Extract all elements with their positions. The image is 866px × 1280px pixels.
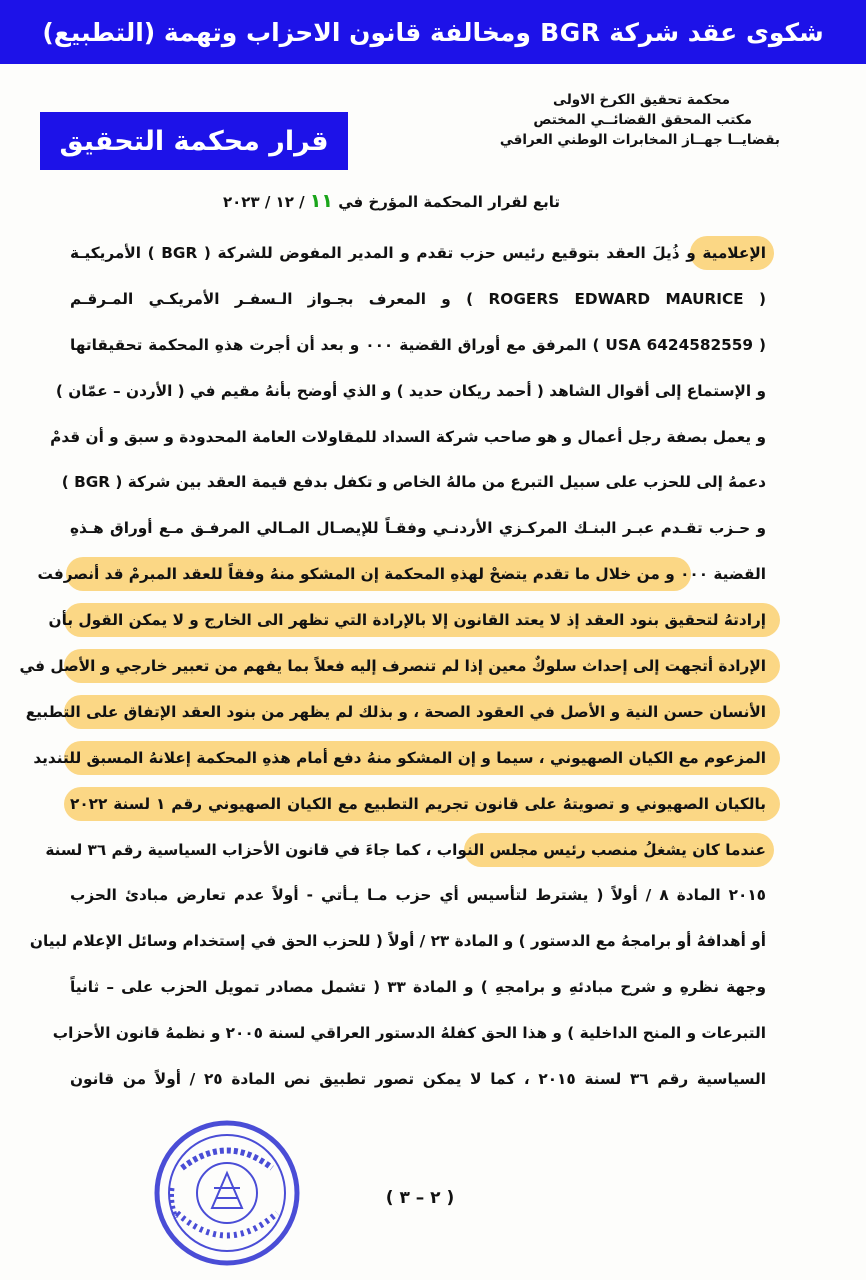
court-name: محكمة تحقيق الكرخ الاولى <box>553 92 730 108</box>
page-banner: شكوى عقد شركة BGR ومخالفة قانون الاحزاب وتهمة (التطبيع) <box>0 0 866 64</box>
body-line: المزعوم مع الكيان الصهيوني ، سيما و إن المشكو منهُ دفع أمام هذهِ المحكمة إعلانهُ المسبق للتنديد <box>70 735 766 781</box>
body-line: ٢٠١٥ المادة ٨ / أولاً ( يشترط لتأسيس أي حزب مـا يـأتي - أولاً عدم تعارض مبادئ الحزب <box>70 886 766 905</box>
body-line: دعمهُ إلى للحزب على سبيل التبرع من مالهُ الخاص و تكفل بدفع قيمة العقد بين شركة ( BGR ) <box>61 473 766 492</box>
date-day: ١١ <box>309 190 333 212</box>
body-line: الإرادة أتجهت إلى إحداث سلوكٌ معين إذا لم تنصرف إليه فعلاً بما يفهم من تعبير خارجي و الأصل في <box>70 643 766 689</box>
body-line: القضية ٠٠٠ و من خلال ما تقدم يتضحْ لهذهِ المحكمة إن المشكو منهُ وفقاً للعقد المبرمْ قد أنصرفت <box>70 551 766 597</box>
body-line: السياسية رقم ٣٦ لسنة ٢٠١٥ ، كما لا يمكن تصور تطبيق نص المادة ٢٥ / أولاً من قانون <box>70 1069 767 1088</box>
date-prefix: تابع لقرار المحكمة المؤرخ في <box>338 193 560 211</box>
body-line: و الإستماع إلى أقوال الشاهد ( أحمد ريكان حديد ) و الذي أوضح بأنهُ مقيم في ( الأردن – عمّان ) <box>55 381 766 400</box>
body-line: الأنسان حسن النية و الأصل في العقود الصحة ، و بذلك لم يظهر من بنود العقد الإتفاق على التطبيع <box>70 689 766 735</box>
body-line: عندما كان يشغلُ منصب رئيس مجلس النواب ، كما جاءَ في قانون الأحزاب السياسية رقم ٣٦ لسنة <box>70 827 766 873</box>
date-line <box>200 190 560 212</box>
body-line: و يعمل بصفة رجل أعمال و هو صاحب شركة السداد للمقاولات العامة المحدودة و سبق و أن قدمْ <box>50 427 766 446</box>
body-line: أو أهدافهُ أو برامجهُ مع الدستور ) و المادة ٢٣ / أولاً ( للحزب الحق في إستخدام وسائل الإعلام لبيان <box>29 932 766 951</box>
date-rest: / ١٢ / ٢٠٢٣ <box>222 193 305 211</box>
decision-body <box>19 230 767 1102</box>
body-line: وجهة نظرهِ و شرح مبادئهِ و برامجهِ ) و المادة ٣٣ ( تشمل مصادر تمويل الحزب على – ثانياً <box>70 978 766 997</box>
office-name: مكتب المحقق القضائــي المختص <box>533 112 752 128</box>
body-line: الإعلامية و ذُيلَ العقد بتوقيع رئيس حزب تقدم و المدير المفوض للشركة ( BGR ) الأمريكيـة <box>70 230 766 276</box>
court-header <box>440 90 780 150</box>
court-seal-stamp-icon <box>152 1118 302 1268</box>
body-line: بالكيان الصهيوني و تصويتهُ على قانون تجريم التطبيع مع الكيان الصهيوني رقم ١ لسنة ٢٠٢٢ <box>70 781 766 827</box>
body-line: التبرعات و المنح الداخلية ) و هذا الحق كفلهُ الدستور العراقي لسنة ٢٠٠٥ و نظمهُ قانون الأحزاب <box>52 1024 766 1043</box>
body-line: ( USA 6424582559 ) المرفق مع أوراق القضية ٠٠٠ و بعد أن أجرت هذهِ المحكمة تحقيقاتها <box>70 335 767 354</box>
page-number: ( ٢ – ٣ ) <box>385 1188 455 1208</box>
body-line: و حـزب تقـدم عبـر البنـك المركـزي الأردنـي وفقـاً للإيصـال المـالي المرفـق مـع أوراق هـذهِ <box>70 519 766 538</box>
decision-title-box: قرار محكمة التحقيق <box>40 112 348 170</box>
body-line: إرادتهُ لتحقيق بنود العقد إذ لا يعتد القانون إلا بالإرادة التي تظهر الى الخارج و لا يمكن القول بأن <box>70 597 766 643</box>
body-line: ( ROGERS EDWARD MAURICE ) و المعرف بجـواز الـسفـر الأمريكـي المـرقـم <box>70 289 766 308</box>
cases-name: بقضايــا جهــاز المخابرات الوطني العراقي <box>499 132 780 148</box>
